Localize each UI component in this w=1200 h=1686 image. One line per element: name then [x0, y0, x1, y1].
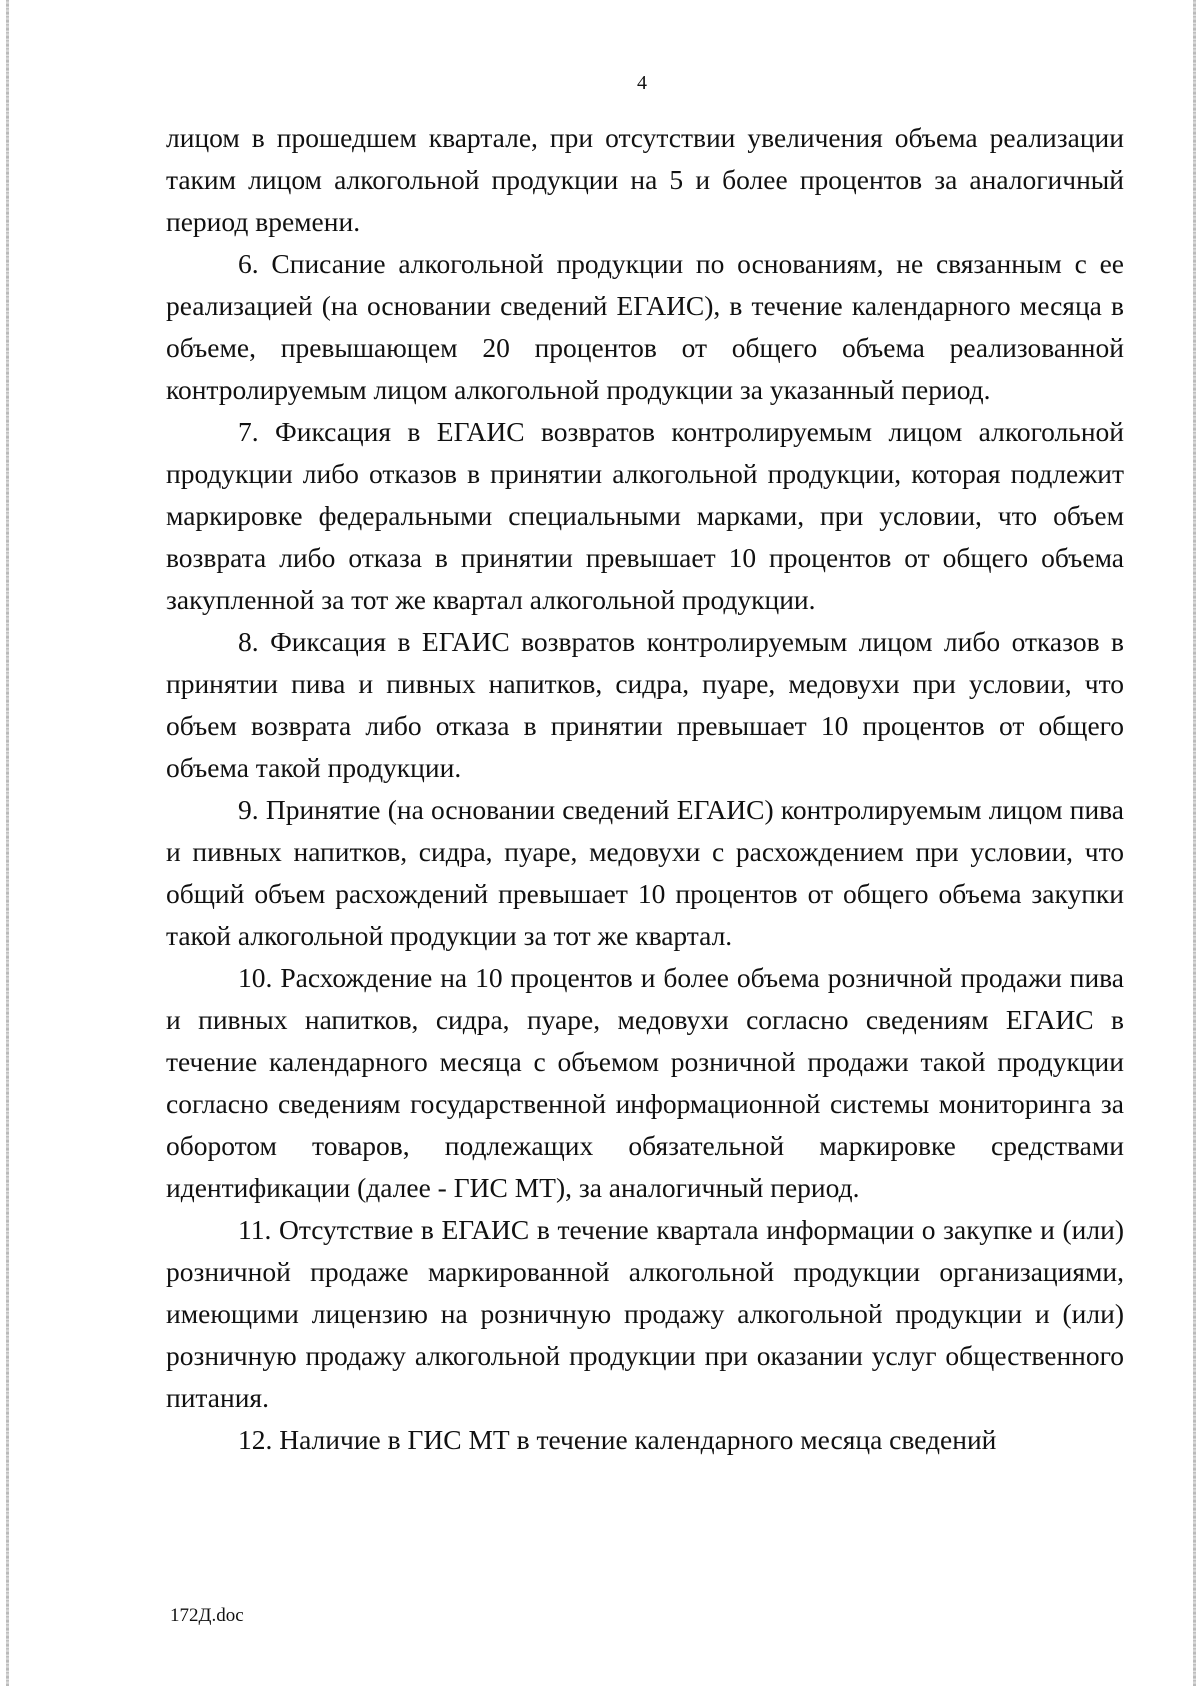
scan-edge-left	[6, 0, 9, 1686]
page-number: 4	[637, 72, 647, 94]
paragraph-item-8: 8. Фиксация в ЕГАИС возвратов контролируемым лицом либо отказов в принятии пива и пивных напитков, сидра, пуаре, медовухи при условии, что объем возврата либо отказа в принятии превышает 10 процентов от общего объема такой продукции.	[166, 626, 1124, 783]
paragraph-item-11: 11. Отсутствие в ЕГАИС в течение квартала информации о закупке и (или) розничной продаже маркированной алкогольной продукции организациями, имеющими лицензию на розничную продажу алкогольной продукции и (или) розничную продажу алкогольной продукции при оказании услуг общественного питания.	[166, 1214, 1124, 1413]
scan-edge-right	[1193, 0, 1196, 1686]
paragraph-item-7: 7. Фиксация в ЕГАИС возвратов контролируемым лицом алкогольной продукции либо отказов в принятии алкогольной продукции, которая подлежит маркировке федеральными специальными марками, при условии, что объем возврата либо отказа в принятии превышает 10 процентов от общего объема закупленной за тот же квартал алкогольной продукции.	[166, 416, 1124, 615]
paragraph-item-12: 12. Наличие в ГИС МТ в течение календарного месяца сведений	[238, 1424, 997, 1455]
footer-filename: 172Д.doc	[170, 1605, 244, 1626]
paragraph-item-9: 9. Принятие (на основании сведений ЕГАИС) контролируемым лицом пива и пивных напитков, сидра, пуаре, медовухи с расхождением при условии, что общий объем расхождений превышает 10 процентов от общего объема закупки такой алкогольной продукции за тот же квартал.	[166, 794, 1124, 951]
document-body	[166, 117, 1124, 1461]
paragraph-item-10: 10. Расхождение на 10 процентов и более объема розничной продажи пива и пивных напитков, сидра, пуаре, медовухи согласно сведениям ЕГАИС в течение календарного месяца с объемом розничной продажи такой продукции согласно сведениям государственной информационной системы мониторинга за оборотом товаров, подлежащих обязательной маркировке средствами идентификации (далее - ГИС МТ), за аналогичный период.	[166, 962, 1124, 1203]
paragraph-continuation: лицом в прошедшем квартале, при отсутствии увеличения объема реализации таким лицом алкогольной продукции на 5 и более процентов за аналогичный период времени.	[166, 122, 1124, 237]
paragraph-item-6: 6. Списание алкогольной продукции по основаниям, не связанным с ее реализацией (на основании сведений ЕГАИС), в течение календарного месяца в объеме, превышающем 20 процентов от общего объема реализованной контролируемым лицом алкогольной продукции за указанный период.	[166, 248, 1124, 405]
